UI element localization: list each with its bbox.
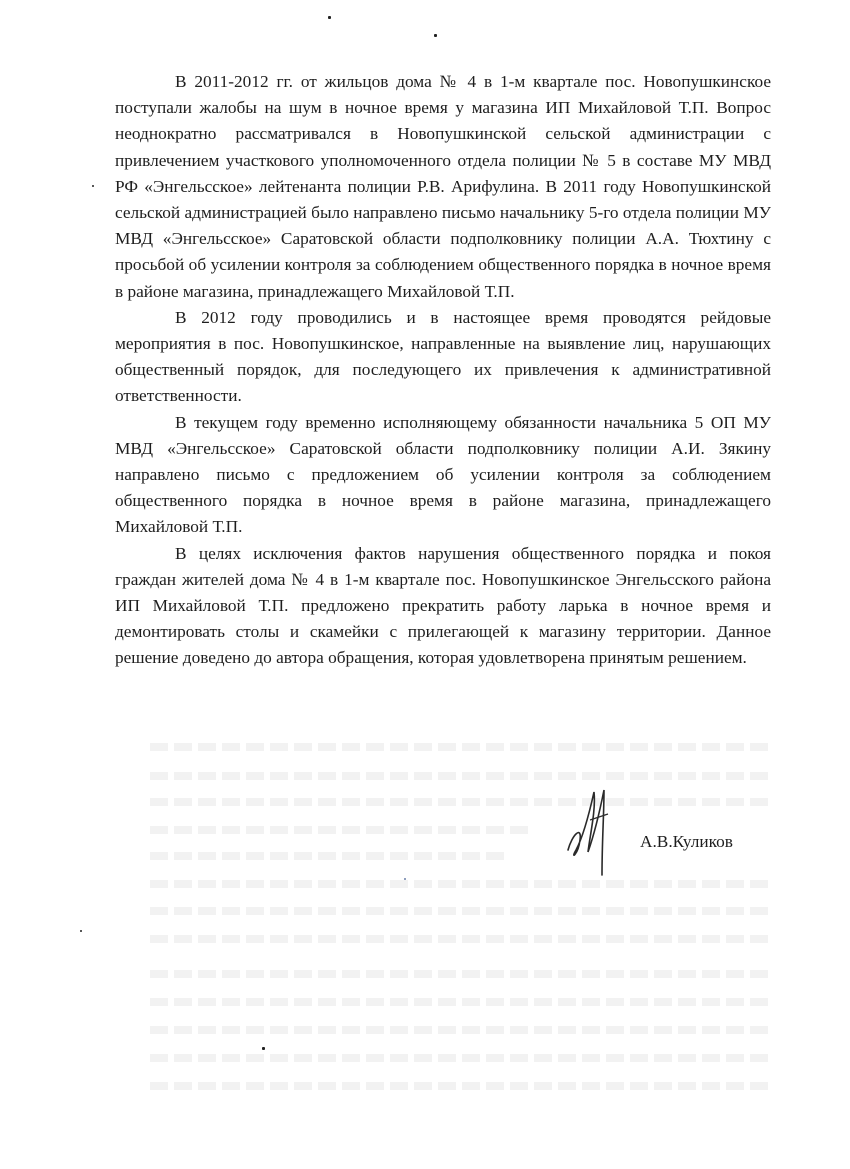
scan-speck — [80, 930, 82, 932]
signer-name: А.В.Куликов — [640, 832, 733, 851]
scan-speck — [262, 1047, 265, 1050]
handwritten-signature — [560, 780, 630, 880]
paragraph: В целях исключения фактов нарушения общественного порядка и покоя граждан жителей дома № 4 в 1-м квартале пос. Новопушкинское Энгельсского района ИП Михайловой Т.П. предложено прекратить работу ларька в ночное время и демонтировать столы и скамейки с прилегающей к магазину территории. Данное решение доведено до автора обращения, которая удовлетворена принятым решением. — [115, 543, 771, 668]
scan-speck — [434, 34, 437, 37]
document-body — [115, 69, 771, 672]
paragraph: В текущем году временно исполняющему обязанности начальника 5 ОП МУ МВД «Энгельсское» Саратовской области подполковнику полиции А.И. Зякину направлено письмо с предложением об усилении контроля за соблюдением общественного порядка в ночное время в районе магазина, принадлежащего Михайловой Т.П. — [115, 412, 771, 537]
paragraph: В 2011-2012 гг. от жильцов дома № 4 в 1-м квартале пос. Новопушкинское поступали жалобы на шум в ночное время у магазина ИП Михайловой Т.П. Вопрос неоднократно рассматривался в Новопушкинской сельской администрации с привлечением участкового уполномоченного отдела полиции № 5 в составе МУ МВД РФ «Энгельсское» лейтенанта полиции Р.В. Арифулина. В 2011 году Новопушкинской сельской администрацией было направлено письмо начальнику 5-го отдела полиции МУ МВД «Энгельсское» Саратовской области подполковнику полиции А.А. Тюхтину с просьбой об усилении контроля за соблюдением общественного порядка в ночное время в районе магазина, принадлежащего Михайловой Т.П. — [115, 72, 771, 301]
scan-speck — [92, 185, 94, 187]
paragraph: В 2012 году проводились и в настоящее время проводятся рейдовые мероприятия в пос. Новопушкинское, направленные на выявление лиц, нарушающих общественный порядок, для последующего их привлечения к административной ответственности. — [115, 307, 771, 406]
scan-speck — [328, 16, 331, 19]
signature-block — [560, 780, 800, 880]
